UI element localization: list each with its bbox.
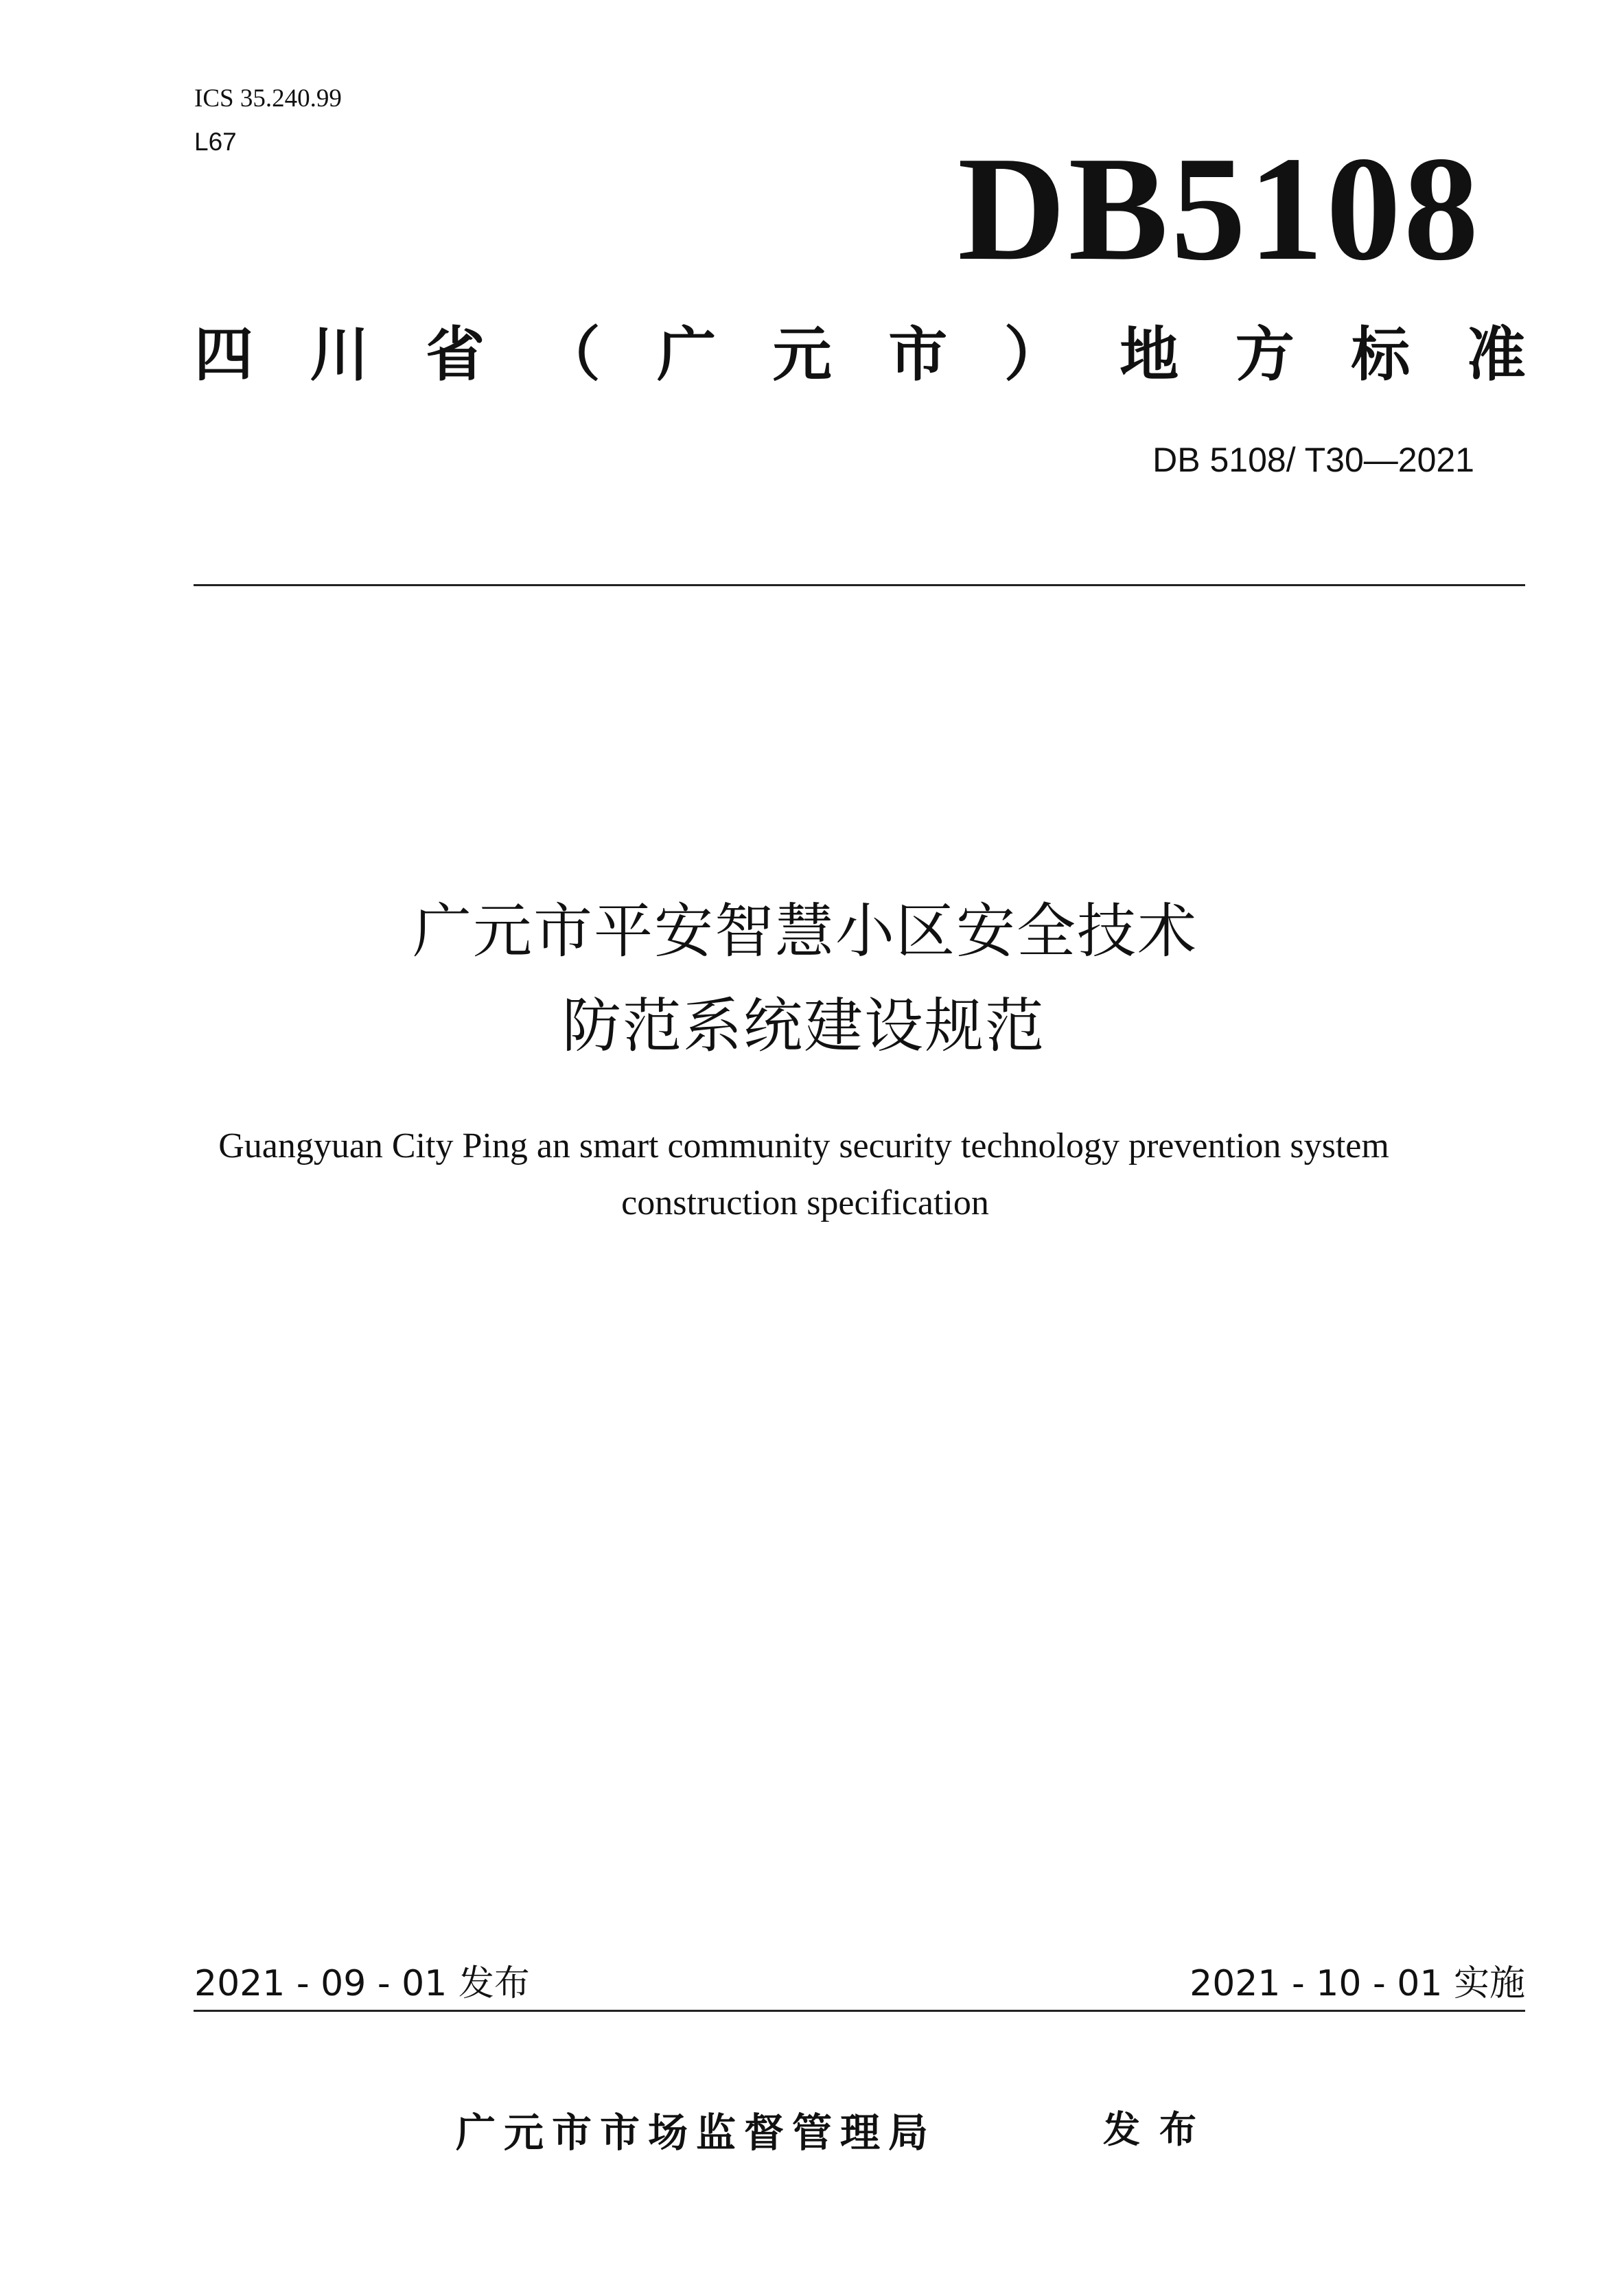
top-divider [194, 584, 1525, 586]
title-cn-line1: 广元市平安智慧小区安全技术 [413, 897, 1198, 966]
publisher-name: 广元市市场监督管理局 [456, 2109, 937, 2156]
standard-type-char: ） [1004, 321, 1063, 389]
standard-type-char: 地 [1120, 321, 1179, 389]
ccs-code: L67 [194, 128, 237, 156]
issue-date: 2021 - 09 - 01 发布 [194, 1963, 530, 2004]
standard-type-char: 四 [194, 321, 253, 389]
ics-code: ICS 35.240.99 [194, 84, 342, 113]
title-cn-line2: 防范系统建设规范 [562, 992, 1045, 1060]
standard-type-char: 川 [310, 321, 369, 389]
standard-type-heading [194, 317, 1526, 393]
standard-type-char: 标 [1351, 321, 1411, 389]
standard-type-char: 广 [657, 321, 717, 389]
standard-number: DB 5108/ T30—2021 [1152, 441, 1474, 479]
title-en-line2: construction specification [621, 1183, 989, 1222]
standard-type-char: 准 [1466, 321, 1526, 389]
standard-code-large: DB5108 [958, 126, 1481, 292]
title-en-line1: Guangyuan City Ping an smart community security technology prevention system [218, 1126, 1389, 1166]
standard-type-char: 市 [888, 321, 948, 389]
standard-type-char: 方 [1235, 321, 1295, 389]
publish-label: 发布 [1103, 2108, 1216, 2151]
standard-type-char: （ [541, 321, 601, 389]
standard-type-char: 元 [772, 321, 832, 389]
implementation-date: 2021 - 10 - 01 实施 [1190, 1963, 1525, 2004]
standard-type-char: 省 [426, 321, 485, 389]
bottom-divider [194, 2010, 1525, 2012]
